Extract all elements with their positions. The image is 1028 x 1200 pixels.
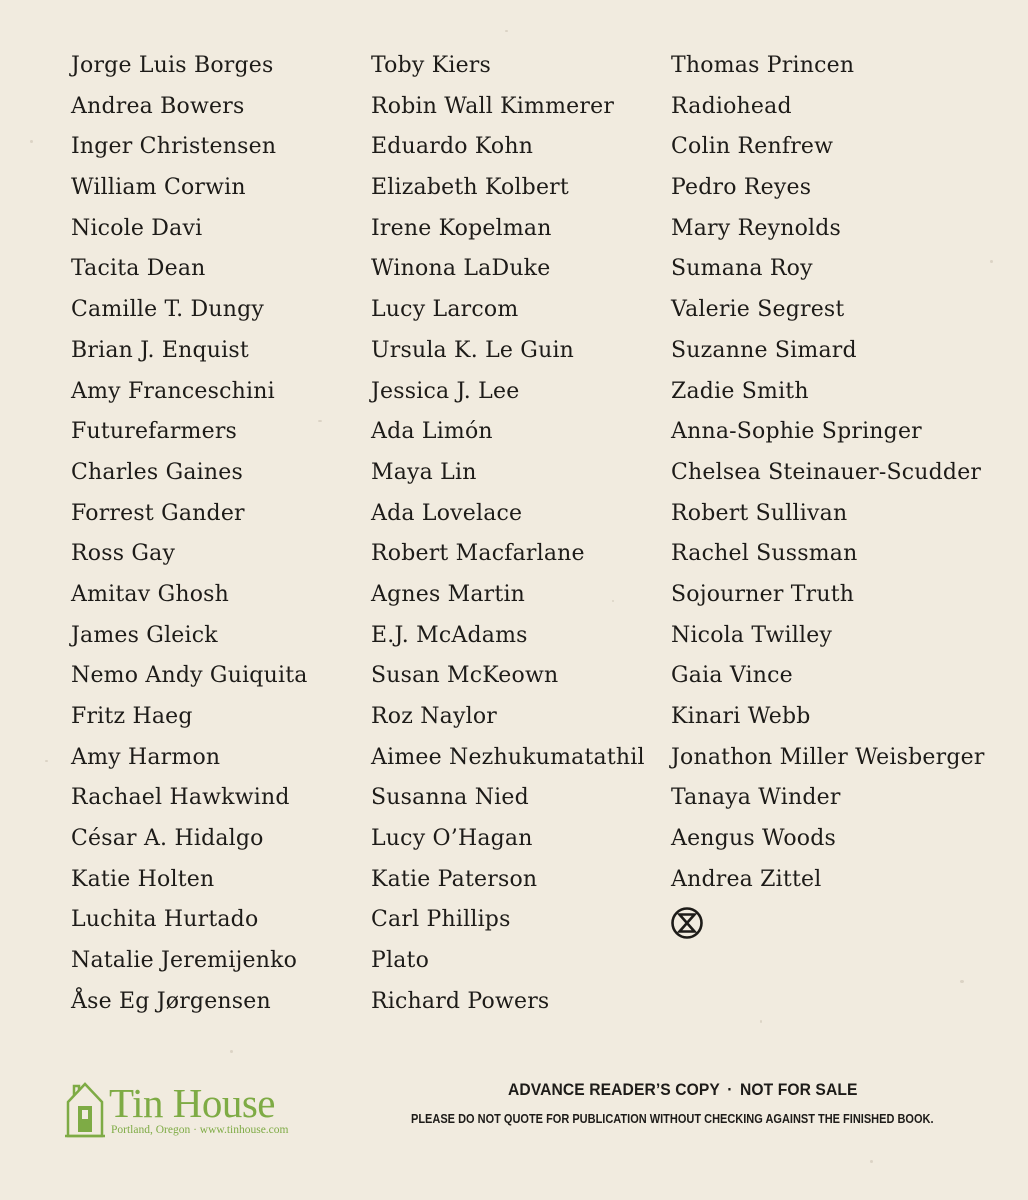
contributor-name: Tacita Dean bbox=[71, 256, 206, 282]
contributor-name: Nemo Andy Guiquita bbox=[71, 663, 308, 689]
contributor-name: Amy Franceschini bbox=[71, 378, 275, 404]
contributor-name: Agnes Martin bbox=[371, 581, 526, 607]
contributor-name: Amitav Ghosh bbox=[71, 581, 230, 607]
contributor-name: Jonathon Miller Weisberger bbox=[671, 744, 985, 770]
contributor-name: Valerie Segrest bbox=[671, 297, 845, 323]
contributor-name: Winona LaDuke bbox=[371, 256, 551, 282]
house-icon bbox=[64, 1078, 106, 1140]
contributor-name: Susan McKeown bbox=[371, 663, 559, 689]
contributor-name: Jessica J. Lee bbox=[371, 378, 520, 404]
contributor-name: Camille T. Dungy bbox=[71, 297, 265, 323]
contributor-name: Carl Phillips bbox=[371, 907, 511, 933]
contributor-name: Zadie Smith bbox=[671, 378, 809, 404]
contributor-name: Ada Limón bbox=[371, 419, 493, 445]
contributor-name: Charles Gaines bbox=[71, 459, 243, 485]
contributor-name: E.J. McAdams bbox=[371, 622, 528, 648]
contributor-name: Pedro Reyes bbox=[671, 175, 812, 201]
contributor-name: Radiohead bbox=[671, 93, 792, 119]
contributor-name: Futurefarmers bbox=[71, 419, 238, 445]
contributor-name: Sojourner Truth bbox=[671, 581, 855, 607]
extinction-symbol-icon bbox=[670, 906, 704, 940]
contributor-name: Maya Lin bbox=[371, 459, 477, 485]
contributor-name: Susanna Nied bbox=[371, 785, 529, 811]
contributor-name: Nicola Twilley bbox=[671, 622, 833, 648]
contributor-name: Colin Renfrew bbox=[671, 134, 834, 160]
contributor-name: Ada Lovelace bbox=[371, 500, 523, 526]
contributor-name: Andrea Bowers bbox=[71, 93, 245, 119]
contributor-name: Mary Reynolds bbox=[671, 215, 842, 241]
contributor-name: Rachel Sussman bbox=[671, 541, 858, 567]
contributor-name: Åse Eg Jørgensen bbox=[71, 988, 271, 1014]
contributor-name: Lucy Larcom bbox=[371, 297, 519, 323]
notice-separator: · bbox=[727, 1080, 733, 1099]
contributor-name: Katie Holten bbox=[71, 866, 215, 892]
contributor-name: Andrea Zittel bbox=[671, 866, 822, 892]
contributor-name: Aengus Woods bbox=[671, 826, 836, 852]
contributor-name: Irene Kopelman bbox=[371, 215, 552, 241]
contributor-column-2 bbox=[371, 48, 645, 1025]
contributor-name: Robert Macfarlane bbox=[371, 541, 585, 567]
contributor-name: Katie Paterson bbox=[371, 866, 538, 892]
contributor-name: Rachael Hawkwind bbox=[71, 785, 290, 811]
notice-right: NOT FOR SALE bbox=[739, 1080, 858, 1099]
contributor-name: Plato bbox=[371, 948, 430, 974]
contributor-name: Lucy O’Hagan bbox=[371, 826, 533, 852]
contributor-name: Fritz Haeg bbox=[71, 704, 193, 729]
contributor-name: Toby Kiers bbox=[371, 53, 492, 78]
contributor-name: Luchita Hurtado bbox=[71, 907, 259, 933]
contributor-column-1 bbox=[71, 48, 308, 1025]
contributor-name: Ross Gay bbox=[71, 541, 176, 567]
publisher-logo bbox=[64, 1078, 314, 1140]
contributor-name: César A. Hidalgo bbox=[71, 826, 264, 852]
contributor-name: William Corwin bbox=[71, 175, 246, 201]
contributor-name: Sumana Roy bbox=[671, 256, 813, 282]
contributor-name: Tanaya Winder bbox=[671, 785, 841, 811]
contributor-name: Thomas Princen bbox=[671, 53, 855, 78]
advance-copy-notice bbox=[508, 1080, 858, 1100]
contributor-name: Anna-Sophie Springer bbox=[671, 419, 922, 445]
contributor-name: Roz Naylor bbox=[371, 704, 497, 729]
contributor-name: Eduardo Kohn bbox=[371, 134, 534, 160]
contributor-name: Robert Sullivan bbox=[671, 500, 848, 526]
contributor-name: Kinari Webb bbox=[671, 704, 811, 729]
publisher-name: Tin House bbox=[109, 1080, 276, 1126]
contributor-name: Richard Powers bbox=[371, 988, 550, 1014]
contributor-name: Forrest Gander bbox=[71, 500, 245, 526]
contributor-name: Inger Christensen bbox=[71, 134, 277, 160]
contributor-name: Suzanne Simard bbox=[671, 337, 857, 363]
contributor-name: Nicole Davi bbox=[71, 215, 203, 241]
notice-left: ADVANCE READER’S COPY bbox=[508, 1080, 720, 1099]
contributor-name: Brian J. Enquist bbox=[71, 337, 249, 363]
contributor-name: Chelsea Steinauer-Scudder bbox=[671, 459, 982, 485]
contributor-name: Natalie Jeremijenko bbox=[71, 948, 298, 974]
contributor-name: Elizabeth Kolbert bbox=[371, 175, 569, 201]
contributor-name: Amy Harmon bbox=[71, 744, 221, 770]
contributor-name: James Gleick bbox=[71, 622, 218, 648]
contributor-column-3 bbox=[671, 48, 985, 902]
contributor-name: Ursula K. Le Guin bbox=[371, 337, 575, 363]
contributor-name: Gaia Vince bbox=[671, 663, 793, 689]
contributor-name: Robin Wall Kimmerer bbox=[371, 93, 615, 119]
contributor-name: Jorge Luis Borges bbox=[71, 53, 274, 78]
quote-disclaimer: PLEASE DO NOT QUOTE FOR PUBLICATION WITHOUT CHECKING AGAINST THE FINISHED BOOK. bbox=[411, 1112, 934, 1126]
publisher-subtitle: Portland, Oregon · www.tinhouse.com bbox=[111, 1124, 289, 1136]
contributor-name: Aimee Nezhukumatathil bbox=[371, 744, 645, 770]
